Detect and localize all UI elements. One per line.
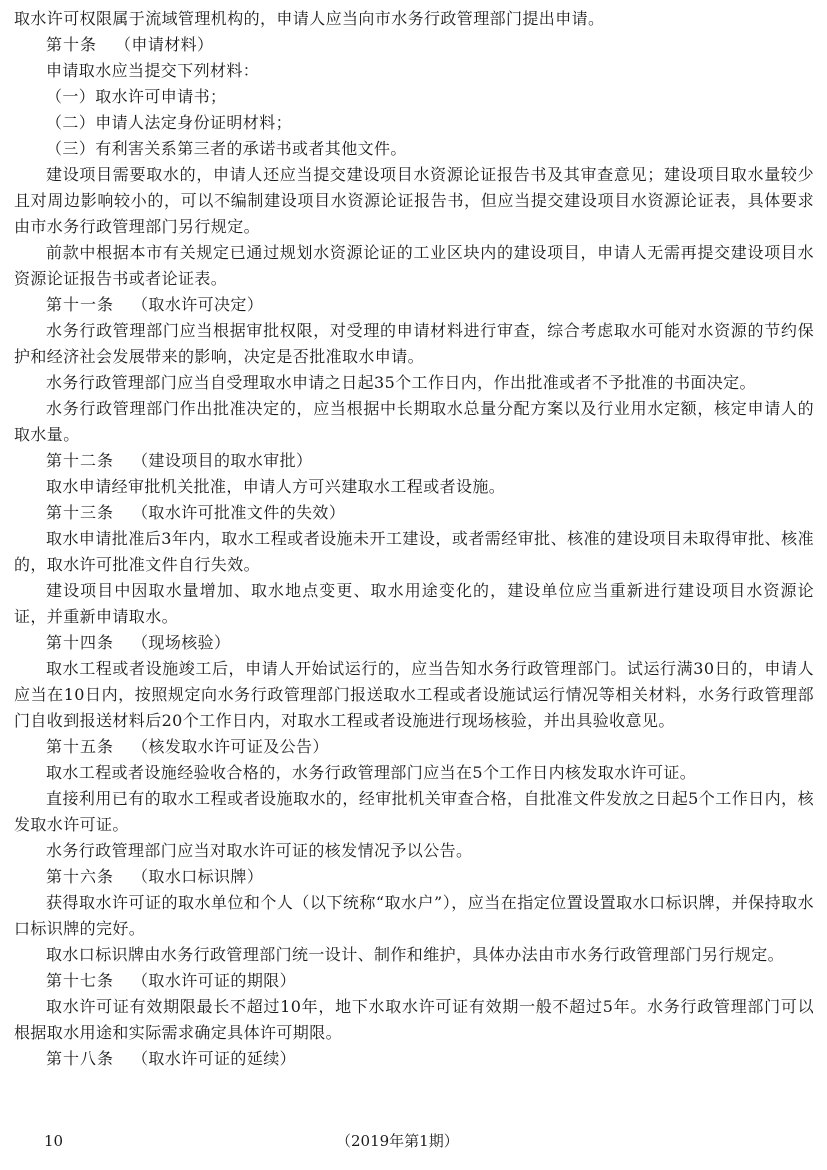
regulation-text [14,6,814,1072]
paragraph: 取水申请批准后3年内，取水工程或者设施未开工建设，或者需经审批、核准的建设项目未取得审批、核准的，取水许可批准文件自行失效。 [14,529,814,574]
paragraph: 取水申请经审批机关批准，申请人方可兴建取水工程或者设施。 [46,477,506,496]
article-title: （现场核验） [132,633,231,652]
article-number: 第十二条 [46,451,115,470]
article-number: 第十一条 [46,295,115,314]
paragraph: 取水工程或者设施经验收合格的，水务行政管理部门应当在5个工作日内核发取水许可证。 [46,763,697,782]
article-number: 第十七条 [46,971,115,990]
article-number: 第十五条 [46,737,115,756]
paragraph: 水务行政管理部门应当对取水许可证的核发情况予以公告。 [46,841,473,860]
paragraph: 前款中根据本市有关规定已通过规划水资源论证的工业区块内的建设项目，申请人无需再提交建设项目水资源论证报告书或者论证表。 [14,243,814,288]
article-number: 第十八条 [46,1049,115,1068]
article-heading [14,968,814,994]
page-number: 10 [44,1132,64,1150]
article-number: 第十条 [46,35,98,54]
paragraph: 取水许可权限属于流域管理机构的，申请人应当向市水务行政管理部门提出申请。 [14,9,605,28]
article-title: （核发取水许可证及公告） [132,737,329,756]
page-footer [0,1129,827,1153]
paragraph: 取水工程或者设施竣工后，申请人开始试运行的，应当告知水务行政管理部门。试运行满30日的，申请人应当在10日内，按照规定向水务行政管理部门报送取水工程或者设施试运行情况等相关材料，水务行政管理部门自收到报送材料后20个工作日内，对取水工程或者设施进行现场核验，并出具验收意见。 [14,659,814,730]
article-heading [14,630,814,656]
article-heading [14,448,814,474]
paragraph: 水务行政管理部门应当根据审批权限，对受理的申请材料进行审查，综合考虑取水可能对水资源的节约保护和经济社会发展带来的影响，决定是否批准取水申请。 [14,321,814,366]
article-title: （申请材料） [115,35,214,54]
paragraph: 获得取水许可证的取水单位和个人（以下统称“取水户”），应当在指定位置设置取水口标识牌，并保持取水口标识牌的完好。 [14,893,814,938]
issue-label: （2019年第1期） [336,1132,459,1150]
paragraph: 取水口标识牌由水务行政管理部门统一设计、制作和维护，具体办法由市水务行政管理部门另行规定。 [46,945,785,964]
article-heading [14,864,814,890]
paragraph: 建设项目中因取水量增加、取水地点变更、取水用途变化的，建设单位应当重新进行建设项目水资源论证，并重新申请取水。 [14,581,814,626]
article-title: （建设项目的取水审批） [132,451,313,470]
article-number: 第十三条 [46,503,115,522]
list-item: （二）申请人法定身份证明材料； [46,113,293,132]
paragraph: 水务行政管理部门应当自受理取水申请之日起35个工作日内，作出批准或者不予批准的书面决定。 [46,373,756,392]
article-title: （取水许可证的期限） [132,971,297,990]
paragraph: 申请取水应当提交下列材料： [46,61,260,80]
article-heading [14,1046,814,1072]
paragraph: 建设项目需要取水的，申请人还应当提交建设项目水资源论证报告书及其审查意见；建设项目取水量较少且对周边影响较小的，可以不编制建设项目水资源论证报告书，但应当提交建设项目水资源论证表，具体要求由市水务行政管理部门另行规定。 [14,165,814,236]
article-title: （取水许可决定） [132,295,264,314]
paragraph: 水务行政管理部门作出批准决定的，应当根据中长期取水总量分配方案以及行业用水定额，核定申请人的取水量。 [14,399,814,444]
article-number: 第十六条 [46,867,115,886]
paragraph: 取水许可证有效期限最长不超过10年，地下水取水许可证有效期一般不超过5年。水务行政管理部门可以根据取水用途和实际需求确定具体许可期限。 [14,997,814,1042]
article-title: （取水口标识牌） [132,867,264,886]
paragraph: 直接利用已有的取水工程或者设施取水的，经审批机关审查合格，自批准文件发放之日起5个工作日内，核发取水许可证。 [14,789,814,834]
article-heading [14,734,814,760]
article-heading [14,32,814,58]
list-item: （三）有利害关系第三者的承诺书或者其他文件。 [46,139,407,158]
article-heading [14,292,814,318]
article-number: 第十四条 [46,633,115,652]
article-title: （取水许可证的延续） [132,1049,297,1068]
list-item: （一）取水许可申请书； [46,87,227,106]
article-title: （取水许可批准文件的失效） [132,503,346,522]
article-heading [14,500,814,526]
